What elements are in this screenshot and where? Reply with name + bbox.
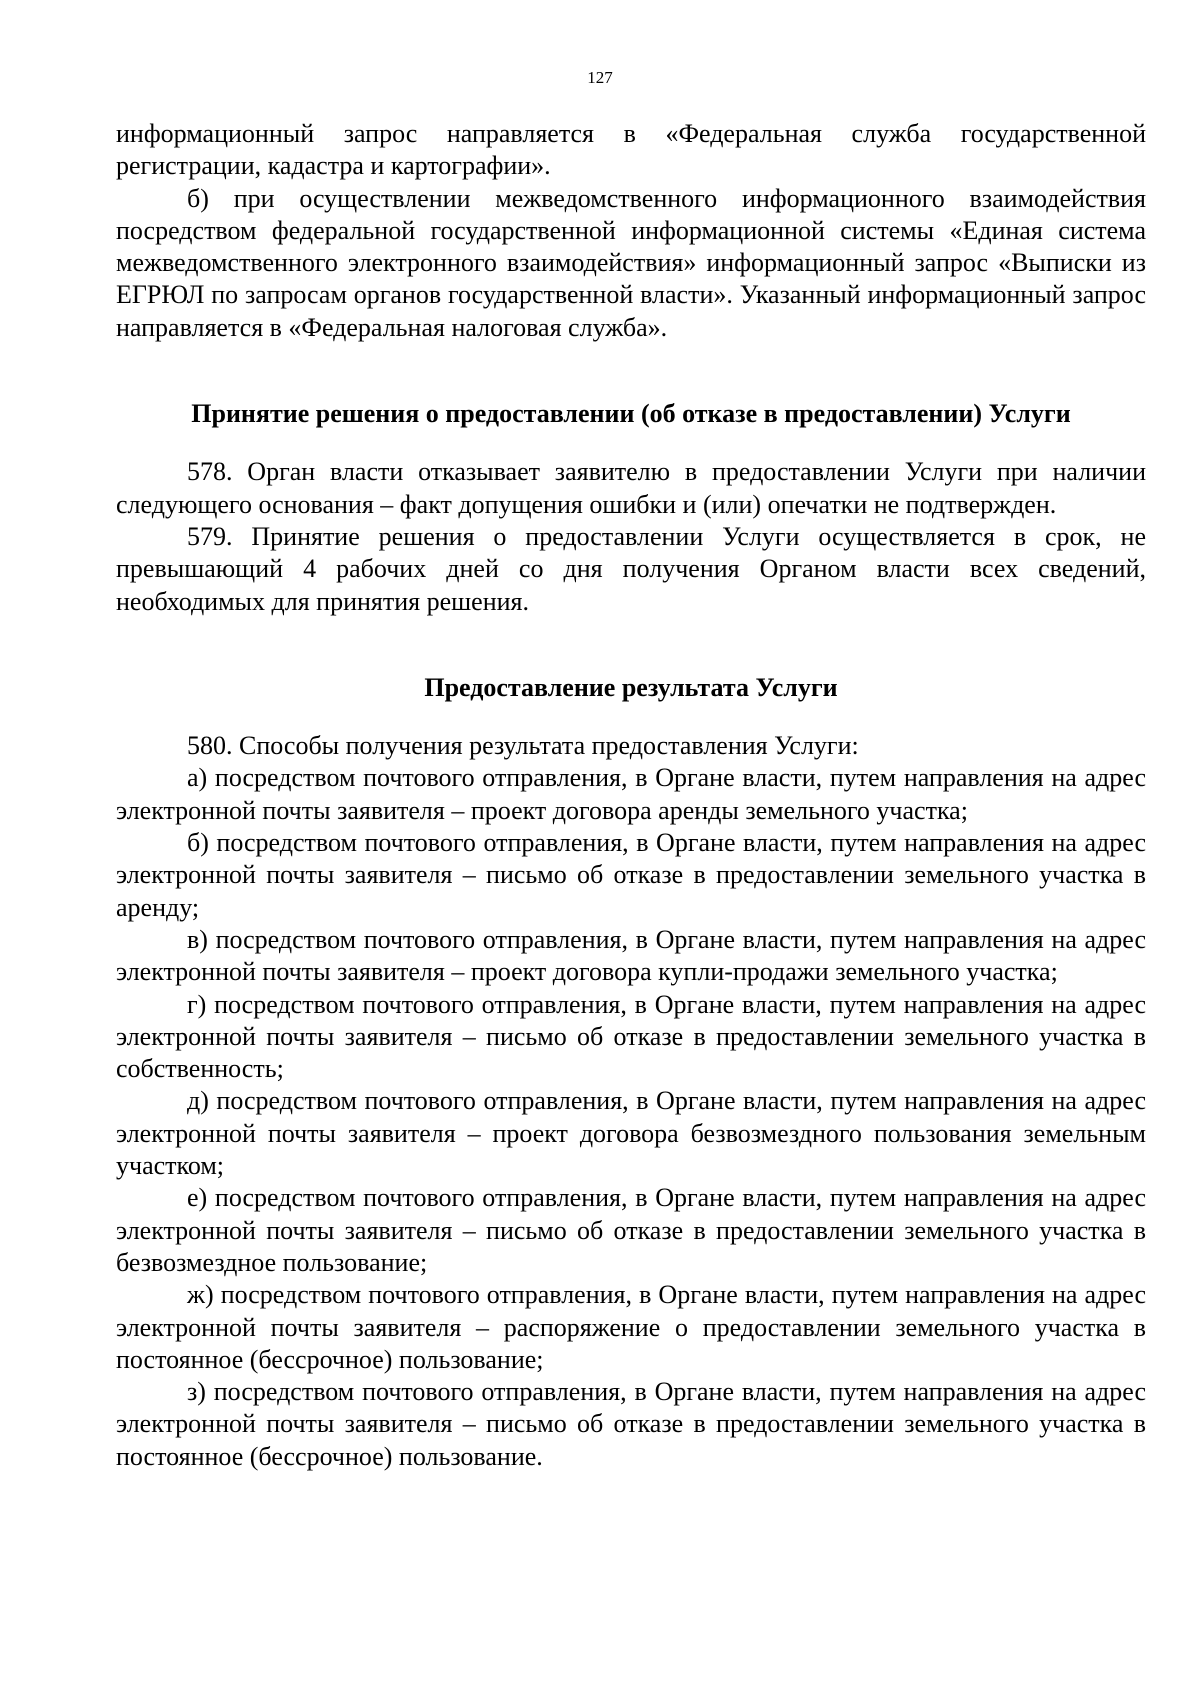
clause-578: 578. Орган власти отказывает заявителю в предоставлении Услуги при наличии следующего основания – факт допущения ошибки и (или) опечатки не подтвержден. <box>116 457 1146 519</box>
section-heading-decision: Принятие решения о предоставлении (об отказе в предоставлении) Услуги <box>191 399 1071 429</box>
section-heading-result: Предоставление результата Услуги <box>424 672 838 702</box>
document-body <box>116 118 1146 1473</box>
list-item-g: г) посредством почтового отправления, в Органе власти, путем направления на адрес электронной почты заявителя – письмо об отказе в предоставлении земельного участка в собственность; <box>116 989 1146 1084</box>
intro-paragraph-b: б) при осуществлении межведомственного информационного взаимодействия посредством федеральной государственной информационной системы «Единая система межведомственного электронного взаимодействия» информационный запрос «Выписки из ЕГРЮЛ по запросам органов государственной власти». Указанный информационный запрос направляется в «Федеральная налоговая служба». <box>116 183 1146 342</box>
list-item-zh: ж) посредством почтового отправления, в Органе власти, путем направления на адрес электронной почты заявителя – распоряжение о предоставлении земельного участка в постоянное (бессрочное) пользование; <box>116 1280 1146 1374</box>
list-item-a: а) посредством почтового отправления, в Органе власти, путем направления на адрес электронной почты заявителя – проект договора аренды земельного участка; <box>116 763 1146 825</box>
list-item-v: в) посредством почтового отправления, в Органе власти, путем направления на адрес электронной почты заявителя – проект договора купли-продажи земельного участка; <box>116 924 1146 987</box>
list-item-z: з) посредством почтового отправления, в Органе власти, путем направления на адрес электронной почты заявителя – письмо об отказе в предоставлении земельного участка в постоянное (бессрочное) пользование. <box>116 1377 1146 1471</box>
page-number: 127 <box>587 68 613 87</box>
clause-579: 579. Принятие решения о предоставлении Услуги осуществляется в срок, не превышающий 4 рабочих дней со дня получения Органом власти всех сведений, необходимых для принятия решения. <box>116 521 1146 616</box>
list-item-d: д) посредством почтового отправления, в Органе власти, путем направления на адрес электронной почты заявителя – проект договора безвозмездного пользования земельным участком; <box>116 1086 1146 1181</box>
list-item-e: е) посредством почтового отправления, в Органе власти, путем направления на адрес электронной почты заявителя – письмо об отказе в предоставлении земельного участка в безвозмездное пользование; <box>116 1183 1146 1277</box>
clause-580: 580. Способы получения результата предоставления Услуги: <box>187 731 859 761</box>
list-item-b: б) посредством почтового отправления, в Органе власти, путем направления на адрес электронной почты заявителя – письмо об отказе в предоставлении земельного участка в аренду; <box>116 828 1146 922</box>
intro-paragraph-continuation: информационный запрос направляется в «Федеральная служба государственной регистрации, кадастра и картографии». <box>116 119 1146 181</box>
